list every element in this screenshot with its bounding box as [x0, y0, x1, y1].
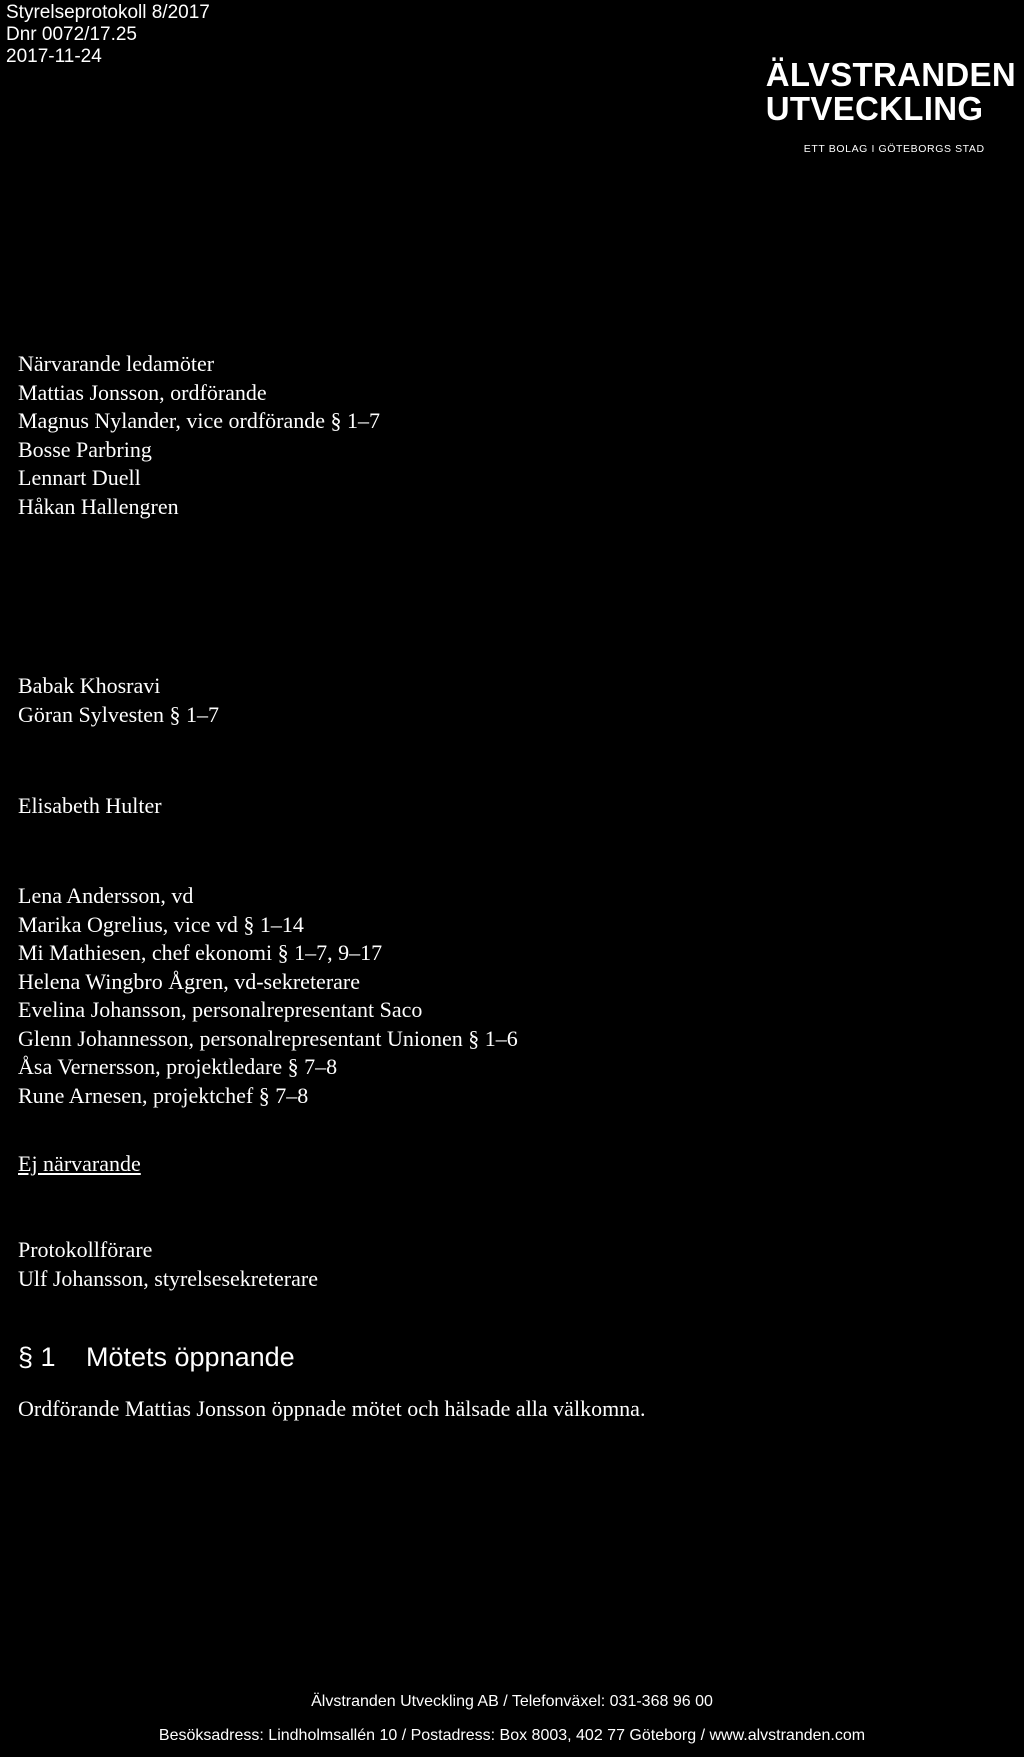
other-attendees [18, 882, 518, 1110]
attendee-name: Evelina Johansson, personalrepresentant Saco [18, 997, 423, 1022]
protocol-number: Styrelseprotokoll 8/2017 [6, 2, 210, 23]
document-meta [6, 2, 210, 68]
attendee-name: Glenn Johannesson, personalrepresentant Unionen § 1–6 [18, 1025, 518, 1051]
auditor-name: Elisabeth Hulter [18, 793, 162, 818]
deputy-name: Babak Khosravi [18, 673, 161, 698]
secretary [18, 1236, 318, 1293]
section-title: Mötets öppnande [86, 1342, 295, 1372]
auditor [18, 792, 162, 821]
company-logo [766, 58, 1016, 155]
attendee-name: Lena Andersson, vd [18, 883, 194, 908]
absent-heading: Ej närvarande [18, 1151, 141, 1176]
member-name: Bosse Parbring [18, 436, 152, 462]
diary-number: Dnr 0072/17.25 [6, 24, 137, 45]
section-number: § 1 [18, 1342, 56, 1372]
document-date: 2017-11-24 [6, 46, 102, 67]
logo-tagline: ETT BOLAG I GÖTEBORGS STAD [803, 143, 985, 155]
footer-line-1: Älvstranden Utveckling AB / Telefonväxel: 031-368 96 00 [311, 1693, 713, 1710]
deputy-name: Göran Sylvesten § 1–7 [18, 701, 220, 727]
secretary-heading: Protokollförare [18, 1237, 153, 1262]
secretary-name: Ulf Johansson, styrelsesekreterare [18, 1265, 318, 1291]
attendee-name: Mi Mathiesen, chef ekonomi § 1–7, 9–17 [18, 940, 383, 965]
present-members [18, 350, 380, 521]
member-name: Mattias Jonsson, ordförande [18, 379, 267, 405]
attendee-name: Helena Wingbro Ågren, vd-sekreterare [18, 968, 360, 994]
attendee-name: Åsa Vernersson, projektledare § 7–8 [18, 1054, 338, 1079]
deputies [18, 672, 219, 729]
logo-line-2: UTVECKLING [765, 90, 984, 127]
present-members-heading: Närvarande ledamöter [18, 351, 215, 376]
member-name: Magnus Nylander, vice ordförande § 1–7 [18, 408, 381, 433]
footer-line-2: Besöksadress: Lindholmsallén 10 / Postadress: Box 8003, 402 77 Göteborg / www.alvstranden.com [158, 1727, 866, 1744]
member-name: Håkan Hallengren [18, 493, 179, 519]
attendee-name: Rune Arnesen, projektchef § 7–8 [18, 1082, 309, 1108]
section-heading [18, 1342, 295, 1373]
section-paragraph: Ordförande Mattias Jonsson öppnade mötet och hälsade alla välkomna. [18, 1396, 646, 1421]
member-name: Lennart Duell [18, 465, 141, 490]
logo-line-1: ÄLVSTRANDEN [765, 56, 1016, 93]
attendee-name: Marika Ogrelius, vice vd § 1–14 [18, 911, 304, 937]
